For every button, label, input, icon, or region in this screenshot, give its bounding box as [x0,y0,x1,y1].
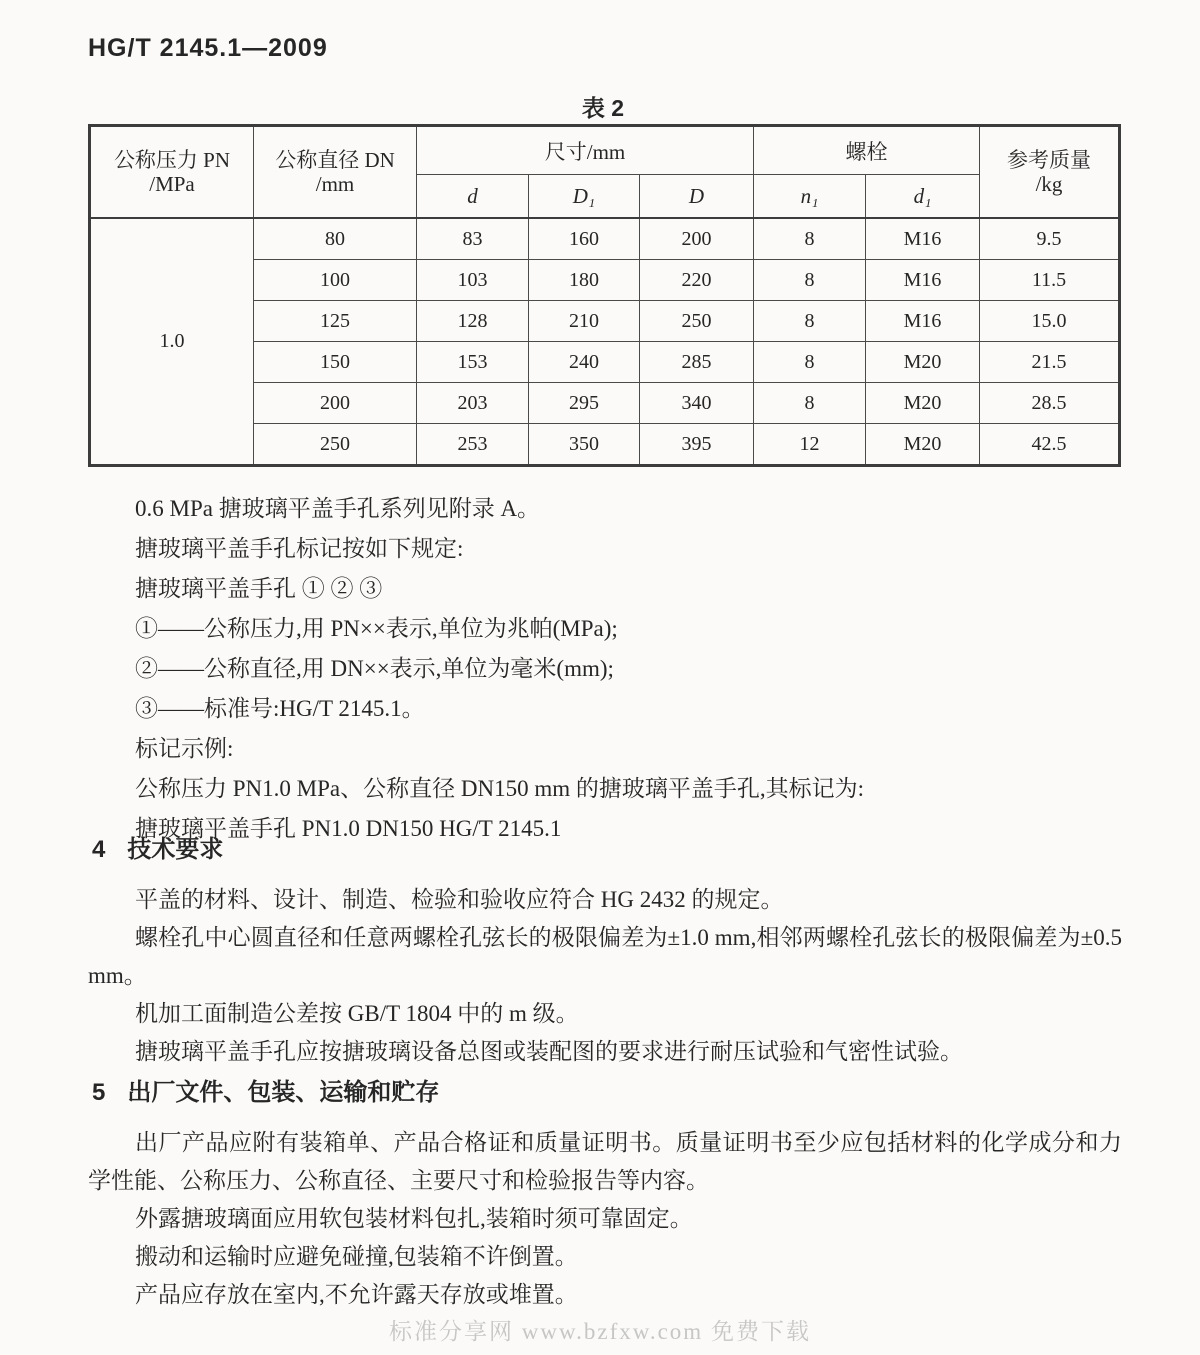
note-line: 搪玻璃平盖手孔 ① ② ③ [135,576,383,601]
cell-n1: 8 [754,342,866,383]
paragraph: 外露搪玻璃面应用软包装材料包扎,装箱时须可靠固定。 [135,1206,693,1231]
paragraph: 产品应存放在室内,不允许露天存放或堆置。 [135,1282,578,1307]
cell-D1: 240 [529,342,640,383]
section-packaging-storage [88,1076,1122,1314]
cell-n1: 8 [754,260,866,301]
cell-D: 395 [640,424,754,466]
cell-D1: 210 [529,301,640,342]
section-technical-requirements [88,833,1122,1071]
header-pressure-line1: 公称压力 PN [113,148,231,172]
cell-D1: 180 [529,260,640,301]
cell-dn: 125 [254,301,417,342]
cell-n1: 8 [754,301,866,342]
note-line: ③——标准号:HG/T 2145.1。 [135,696,425,721]
cell-d1: M20 [866,424,980,466]
cell-mass: 15.0 [980,301,1120,342]
cell-d1: M20 [866,383,980,424]
cell-dn: 250 [254,424,417,466]
section-4-number: 4 [92,836,106,863]
header-mass [980,126,1120,219]
cell-d: 103 [417,260,529,301]
header-col-d: d [417,175,529,219]
cell-pressure-value: 1.0 [90,218,254,466]
header-col-D1: D₁ [529,175,640,219]
marking-notes [88,489,1120,849]
table-caption: 表 2 [581,95,625,121]
cell-mass: 28.5 [980,383,1120,424]
cell-d1: M16 [866,260,980,301]
note-line: 标记示例: [135,736,234,761]
cell-dn: 200 [254,383,417,424]
header-pressure-line2: /MPa [149,172,195,196]
cell-d: 153 [417,342,529,383]
cell-D: 340 [640,383,754,424]
header-diameter-line2: /mm [315,172,355,196]
cell-mass: 21.5 [980,342,1120,383]
cell-d1: M20 [866,342,980,383]
cell-d: 203 [417,383,529,424]
header-pressure [90,126,254,219]
note-line: 搪玻璃平盖手孔标记按如下规定: [135,536,464,561]
paragraph: 出厂产品应附有装箱单、产品合格证和质量证明书。质量证明书至少应包括材料的化学成分和力学性能、公称压力、公称直径、主要尺寸和检验报告等内容。 [88,1130,1122,1193]
table-body [90,218,1120,466]
note-line: 搪玻璃平盖手孔 PN1.0 DN150 HG/T 2145.1 [135,816,562,841]
section-4-title: 技术要求 [127,836,224,863]
note-line: 公称压力 PN1.0 MPa、公称直径 DN150 mm 的搪玻璃平盖手孔,其标记为: [135,776,864,801]
cell-mass: 9.5 [980,218,1120,260]
header-diameter [254,126,417,219]
cell-dn: 100 [254,260,417,301]
header-col-d1: d₁ [866,175,980,219]
section-5-number: 5 [92,1079,106,1106]
cell-d: 128 [417,301,529,342]
cell-d1: M16 [866,301,980,342]
cell-n1: 8 [754,218,866,260]
section-5-title: 出厂文件、包装、运输和贮存 [127,1079,440,1106]
dimensions-table [88,124,1121,467]
table-header [90,126,1120,219]
paragraph: 螺栓孔中心圆直径和任意两螺栓孔弦长的极限偏差为±1.0 mm,相邻两螺栓孔弦长的极限偏差为±0.5 mm。 [88,925,1122,988]
header-bolts-group: 螺栓 [754,126,980,175]
header-mass-line1: 参考质量 [1007,148,1091,172]
cell-n1: 8 [754,383,866,424]
standard-number: HG/T 2145.1—2009 [88,34,328,62]
watermark-text: 标准分享网 www.bzfxw.com 免费下载 [389,1319,811,1344]
header-diameter-line1: 公称直径 DN [275,148,395,172]
cell-D1: 350 [529,424,640,466]
cell-d1: M16 [866,218,980,260]
cell-d: 253 [417,424,529,466]
paragraph: 机加工面制造公差按 GB/T 1804 中的 m 级。 [135,1001,579,1026]
cell-n1: 12 [754,424,866,466]
table-row [90,218,1120,260]
note-line: 0.6 MPa 搪玻璃平盖手孔系列见附录 A。 [135,496,541,521]
cell-dn: 150 [254,342,417,383]
header-col-n1: n₁ [754,175,866,219]
paragraph: 搬动和运输时应避免碰撞,包装箱不许倒置。 [135,1244,578,1269]
header-dimensions-group: 尺寸/mm [417,126,754,175]
cell-mass: 42.5 [980,424,1120,466]
cell-dn: 80 [254,218,417,260]
cell-D: 200 [640,218,754,260]
note-line: ②——公称直径,用 DN××表示,单位为毫米(mm); [135,656,614,681]
cell-mass: 11.5 [980,260,1120,301]
section-5-heading [92,1076,1122,1110]
header-col-D: D [640,175,754,219]
paragraph: 平盖的材料、设计、制造、检验和验收应符合 HG 2432 的规定。 [135,887,784,912]
cell-D1: 160 [529,218,640,260]
cell-D: 220 [640,260,754,301]
cell-D: 285 [640,342,754,383]
cell-D: 250 [640,301,754,342]
header-mass-line2: /kg [1035,172,1063,196]
section-4-heading [92,833,1122,867]
cell-D1: 295 [529,383,640,424]
note-line: ①——公称压力,用 PN××表示,单位为兆帕(MPa); [135,616,618,641]
paragraph: 搪玻璃平盖手孔应按搪玻璃设备总图或装配图的要求进行耐压试验和气密性试验。 [135,1039,963,1064]
cell-d: 83 [417,218,529,260]
